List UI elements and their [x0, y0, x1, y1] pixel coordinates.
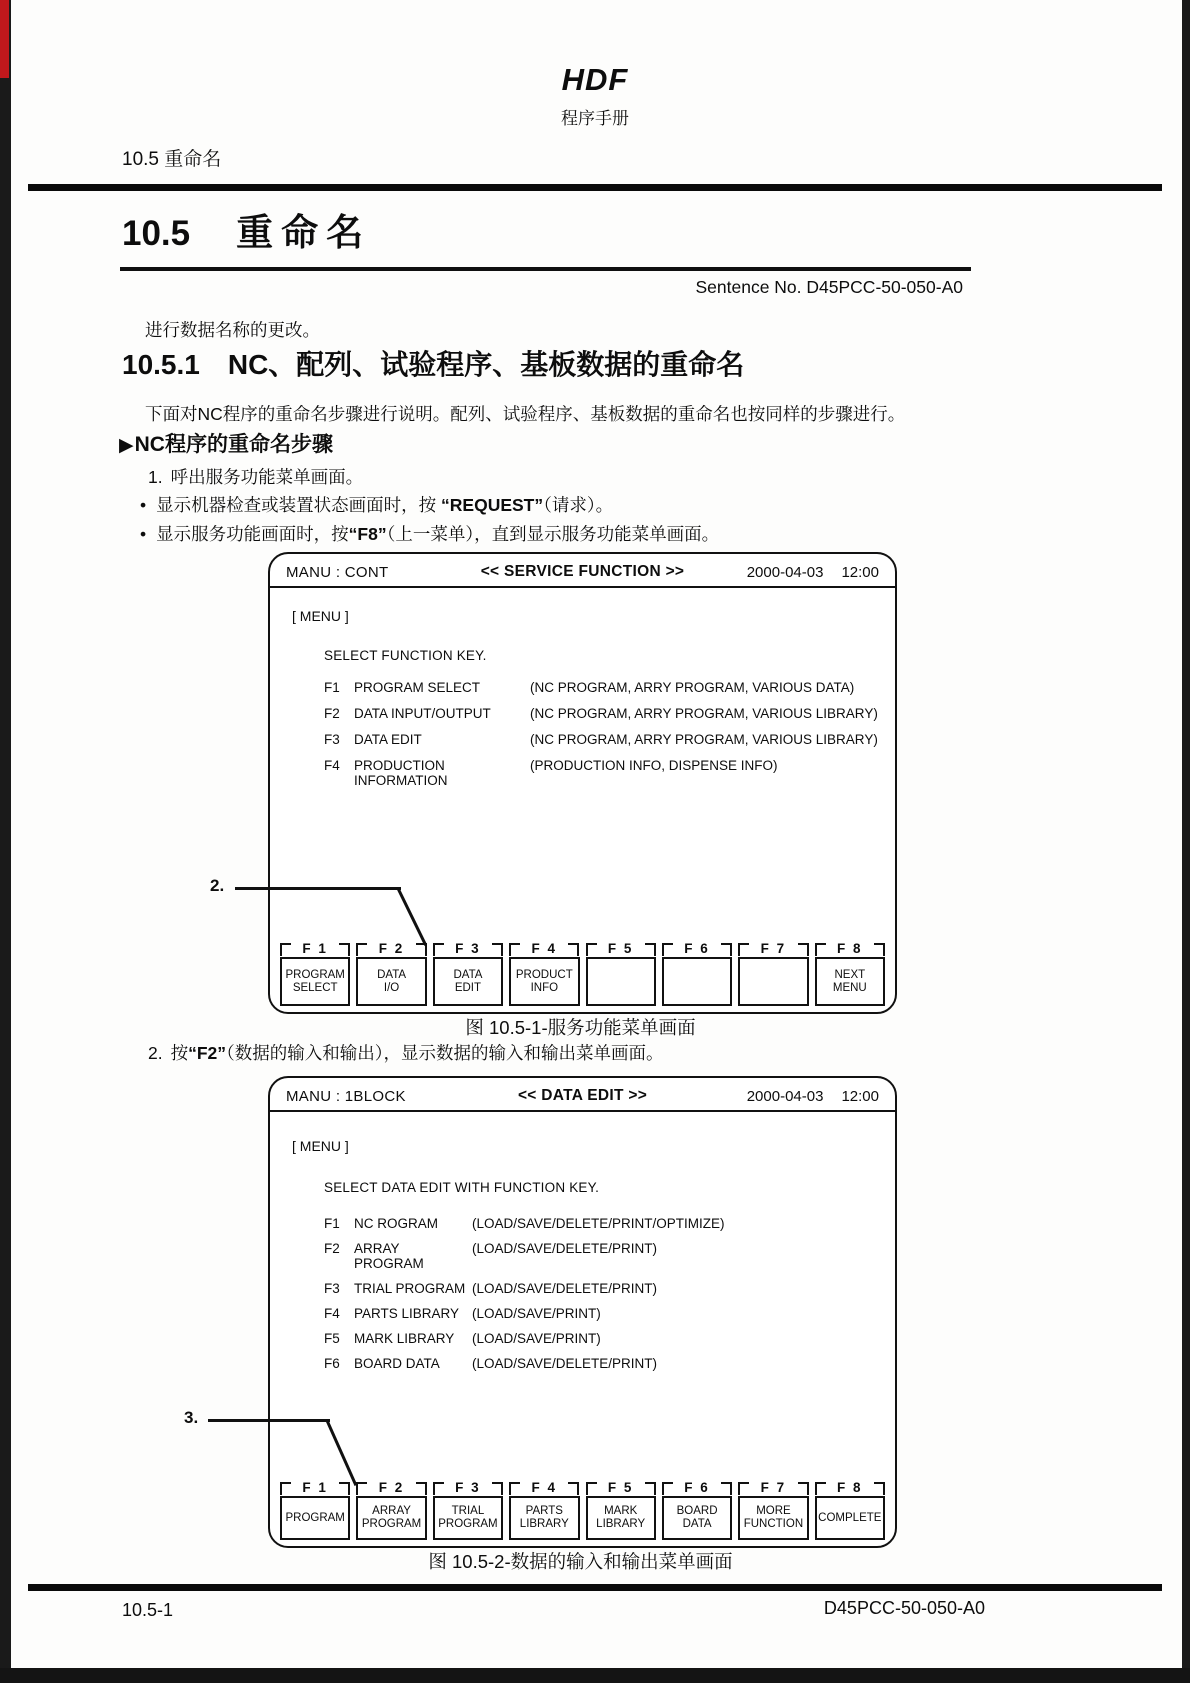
fkey-f5	[586, 942, 656, 1006]
callout-leader-line	[235, 887, 401, 890]
fkey-line1: COMPLETE	[818, 1511, 882, 1524]
subsection-number: 10.5.1	[122, 349, 200, 380]
bullet-text: 显示服务功能画面时，按	[156, 524, 349, 544]
item-name: ARRAY PROGRAM	[354, 1241, 424, 1271]
bullet-request	[140, 492, 613, 517]
menu-row-f2	[324, 706, 881, 721]
f8-key-label: “F8”	[348, 524, 387, 544]
procedure-heading	[119, 428, 333, 458]
fkey-line2: DATA	[682, 1518, 712, 1530]
screen-time: 12:00	[841, 1087, 879, 1105]
screen-header	[270, 554, 895, 588]
scan-edge-right	[1182, 0, 1190, 1683]
screen-datetime	[711, 564, 879, 581]
menu-row-f5	[324, 1331, 881, 1346]
item-name: PROGRAM SELECT	[354, 680, 481, 695]
subsection-heading	[122, 343, 744, 383]
item-desc: (LOAD/SAVE/PRINT)	[472, 1331, 601, 1346]
fkey-box	[738, 1496, 808, 1540]
fkey-line1: DATA	[377, 968, 407, 981]
fkey-box	[433, 1496, 503, 1540]
crt-screen-data-edit	[184, 1076, 897, 1548]
item-desc: (LOAD/SAVE/DELETE/PRINT)	[472, 1281, 658, 1296]
function-key-row	[280, 942, 885, 1006]
fkey-box	[815, 1496, 885, 1540]
screen-datetime	[711, 1088, 879, 1105]
sentence-number: Sentence No. D45PCC-50-050-A0	[695, 277, 963, 297]
fkey-f4	[509, 942, 579, 1006]
fkey-label: F 5	[607, 941, 634, 956]
fkey-box	[586, 957, 656, 1006]
menu-row-f6	[324, 1356, 881, 1371]
fkey-f6	[662, 942, 732, 1006]
fkey-line2: LIBRARY	[519, 1518, 569, 1530]
screen-time: 12:00	[841, 563, 879, 581]
section-heading-rule	[120, 267, 971, 271]
fkey-label: F 6	[684, 1480, 710, 1495]
footer-rule	[28, 1584, 1162, 1591]
brand-subtitle: 程序手册	[561, 109, 629, 128]
fkey-f5	[586, 1481, 656, 1540]
step-text-post: （数据的输入和输出），显示数据的输入和输出菜单画面。	[226, 1043, 664, 1063]
screen-title: << SERVICE FUNCTION >>	[480, 563, 685, 580]
menu-label: [ MENU ]	[292, 1138, 349, 1154]
fkey-line2: PROGRAM	[438, 1518, 498, 1530]
fkey-f6	[662, 1481, 732, 1540]
fkey-line1: BOARD	[676, 1505, 718, 1518]
fkey-label: F 3	[455, 1480, 481, 1495]
fkey-line2: EDIT	[454, 981, 482, 994]
fkey-label: F 8	[837, 941, 863, 956]
fkey-label: F 1	[302, 1480, 328, 1495]
fkey-f8	[815, 1481, 885, 1540]
fkey-label: F 2	[378, 941, 405, 956]
lead-paragraph: 下面对NC程序的重命名步骤进行说明。配列、试验程序、基板数据的重命名也按同样的步骤进行。	[145, 404, 906, 424]
fkey-id: F6	[324, 1356, 340, 1371]
screen-prompt: SELECT FUNCTION KEY.	[324, 648, 487, 663]
menu-row-f1	[324, 1216, 881, 1231]
bullet-text: 显示机器检查或装置状态画面时，按	[156, 495, 442, 515]
menu-rows	[324, 680, 881, 799]
item-desc: (LOAD/SAVE/DELETE/PRINT)	[472, 1241, 658, 1256]
footer-document-number: D45PCC-50-050-A0	[823, 1598, 985, 1618]
screen-header	[270, 1078, 895, 1112]
figure-caption-1: 图 10.5-1-服务功能菜单画面	[465, 1017, 696, 1038]
fkey-line1: PROGRAM	[285, 1511, 345, 1524]
menu-row-f3	[324, 1281, 881, 1296]
fkey-box	[662, 957, 732, 1006]
fkey-line2: SELECT	[292, 981, 338, 994]
screen-prompt: SELECT DATA EDIT WITH FUNCTION KEY.	[324, 1180, 600, 1195]
menu-row-f4	[324, 1306, 881, 1321]
fkey-id: F4	[324, 1306, 340, 1321]
fkey-label: F 4	[531, 1480, 558, 1495]
footer-page-number: 10.5-1	[122, 1600, 174, 1620]
menu-label: [ MENU ]	[292, 608, 349, 624]
fkey-id: F1	[324, 680, 340, 695]
fkey-label: F 7	[760, 941, 787, 956]
bullet-f8	[140, 521, 719, 546]
crt-screen-service-function	[210, 552, 897, 1014]
breadcrumb: 10.5 重命名	[122, 149, 222, 170]
callout-step2-number: 2.	[210, 876, 225, 895]
screen-date: 2000-04-03	[746, 563, 824, 581]
fkey-line2: I/O	[383, 981, 400, 994]
fkey-line2: LIBRARY	[596, 1518, 646, 1530]
brand-logo: HDF	[561, 62, 629, 97]
fkey-id: F5	[324, 1331, 340, 1346]
fkey-box	[509, 1496, 579, 1540]
fkey-box	[509, 957, 579, 1006]
fkey-f7	[738, 942, 808, 1006]
intro-text: 进行数据名称的更改。	[145, 320, 320, 340]
fkey-f2	[356, 942, 426, 1006]
item-name: DATA INPUT/OUTPUT	[354, 706, 491, 721]
fkey-box	[738, 957, 808, 1006]
fkey-id: F1	[324, 1216, 340, 1231]
fkey-label: F 2	[378, 1480, 405, 1495]
section-heading	[122, 202, 371, 256]
fkey-id: F3	[324, 1281, 340, 1296]
fkey-line1: PARTS	[525, 1505, 563, 1518]
item-desc: (LOAD/SAVE/DELETE/PRINT)	[472, 1356, 658, 1371]
fkey-box	[586, 1496, 656, 1540]
fkey-line1: NEXT	[834, 968, 866, 981]
fkey-line1: MARK	[604, 1505, 638, 1518]
item-desc: (PRODUCTION INFO, DISPENSE INFO)	[530, 758, 778, 773]
step-1	[148, 464, 363, 489]
fkey-f1	[280, 942, 350, 1006]
item-name: PARTS LIBRARY	[354, 1306, 460, 1321]
callout-leader-diagonal	[396, 887, 427, 946]
bullet-icon: •	[140, 495, 147, 515]
fkey-label: F 6	[684, 941, 710, 956]
fkey-box	[662, 1496, 732, 1540]
fkey-f4	[509, 1481, 579, 1540]
item-desc: (NC PROGRAM, ARRY PROGRAM, VARIOUS LIBRARY)	[530, 732, 878, 747]
function-key-row	[280, 1481, 885, 1540]
menu-row-f3	[324, 732, 881, 747]
fkey-line2: MENU	[832, 981, 867, 994]
fkey-box	[433, 957, 503, 1006]
figure-caption-2: 图 10.5-2-数据的输入和输出菜单画面	[428, 1551, 733, 1572]
fkey-box	[280, 957, 350, 1006]
item-desc: (LOAD/SAVE/PRINT)	[472, 1306, 601, 1321]
fkey-label: F 7	[760, 1480, 787, 1495]
item-name: NC ROGRAM	[354, 1216, 438, 1231]
bullet-text-post: （上一菜单），直到显示服务功能菜单画面。	[386, 524, 720, 544]
item-desc: (NC PROGRAM, ARRY PROGRAM, VARIOUS LIBRARY)	[530, 706, 878, 721]
item-name: TRIAL PROGRAM	[354, 1281, 466, 1296]
f2-key-label: “F2”	[188, 1043, 227, 1063]
fkey-label: F 4	[531, 941, 558, 956]
procedure-title: NC程序的重命名步骤	[134, 433, 333, 456]
fkey-label: F 8	[837, 1480, 863, 1495]
fkey-line2: FUNCTION	[743, 1518, 804, 1530]
step-number: 2.	[148, 1043, 163, 1063]
menu-rows	[324, 1216, 881, 1381]
bullet-text-post: （请求）。	[543, 495, 614, 515]
scan-edge-left	[0, 0, 11, 1683]
screen-mode: MANU : 1BLOCK	[286, 1087, 406, 1105]
fkey-line1: PROGRAM	[285, 968, 345, 981]
subsection-title: NC、配列、试验程序、基板数据的重命名	[227, 349, 745, 380]
fkey-line1: TRIAL	[451, 1505, 485, 1518]
request-key-label: “REQUEST”	[441, 495, 544, 515]
fkey-label: F 3	[455, 941, 481, 956]
fkey-line1: ARRAY	[372, 1505, 411, 1518]
item-name: BOARD DATA	[354, 1356, 440, 1371]
fkey-label: F 1	[302, 941, 328, 956]
section-number: 10.5	[122, 214, 191, 253]
top-rule	[28, 184, 1162, 191]
item-desc: (LOAD/SAVE/DELETE/PRINT/OPTIMIZE)	[472, 1216, 725, 1231]
fkey-id: F3	[324, 732, 340, 747]
fkey-box	[356, 957, 426, 1006]
callout-step3-number: 3.	[184, 1408, 199, 1427]
item-desc: (NC PROGRAM, ARRY PROGRAM, VARIOUS DATA)	[530, 680, 855, 695]
fkey-id: F2	[324, 706, 340, 721]
fkey-f3	[433, 942, 503, 1006]
fkey-line1: DATA	[453, 968, 483, 981]
fkey-f7	[738, 1481, 808, 1540]
item-name: DATA EDIT	[354, 732, 422, 747]
fkey-id: F2	[324, 1241, 340, 1256]
step-text: 呼出服务功能菜单画面。	[170, 467, 364, 487]
menu-row-f4	[324, 758, 881, 788]
scan-edge-red-corner	[0, 0, 9, 78]
menu-row-f1	[324, 680, 881, 695]
fkey-f1	[280, 1481, 350, 1540]
bullet-icon: •	[140, 524, 147, 544]
step-text: 按	[170, 1043, 189, 1063]
fkey-label: F 5	[607, 1480, 634, 1495]
fkey-f2	[356, 1481, 426, 1540]
screen-date: 2000-04-03	[746, 1087, 824, 1105]
menu-row-f2	[324, 1241, 881, 1271]
step-number: 1.	[148, 467, 163, 487]
section-title: 重命名	[236, 213, 372, 254]
screen-title: << DATA EDIT >>	[517, 1087, 648, 1104]
step-2	[148, 1040, 664, 1065]
fkey-f8	[815, 942, 885, 1006]
fkey-line1: PRODUCT	[515, 968, 573, 981]
fkey-f3	[433, 1481, 503, 1540]
fkey-box	[280, 1496, 350, 1540]
item-name: MARK LIBRARY	[354, 1331, 455, 1346]
fkey-box	[815, 957, 885, 1006]
fkey-id: F4	[324, 758, 340, 773]
fkey-box	[356, 1496, 426, 1540]
fkey-line2: INFO	[530, 981, 559, 994]
scan-edge-bottom	[0, 1668, 1190, 1683]
item-name: PRODUCTION INFORMATION	[354, 758, 448, 788]
screen-mode: MANU : CONT	[286, 563, 389, 581]
triangle-marker-icon: ▶	[119, 435, 134, 456]
callout-leader-diagonal	[325, 1419, 357, 1486]
fkey-line1: MORE	[756, 1505, 791, 1518]
fkey-line2: PROGRAM	[361, 1518, 422, 1530]
callout-leader-line	[208, 1419, 330, 1422]
